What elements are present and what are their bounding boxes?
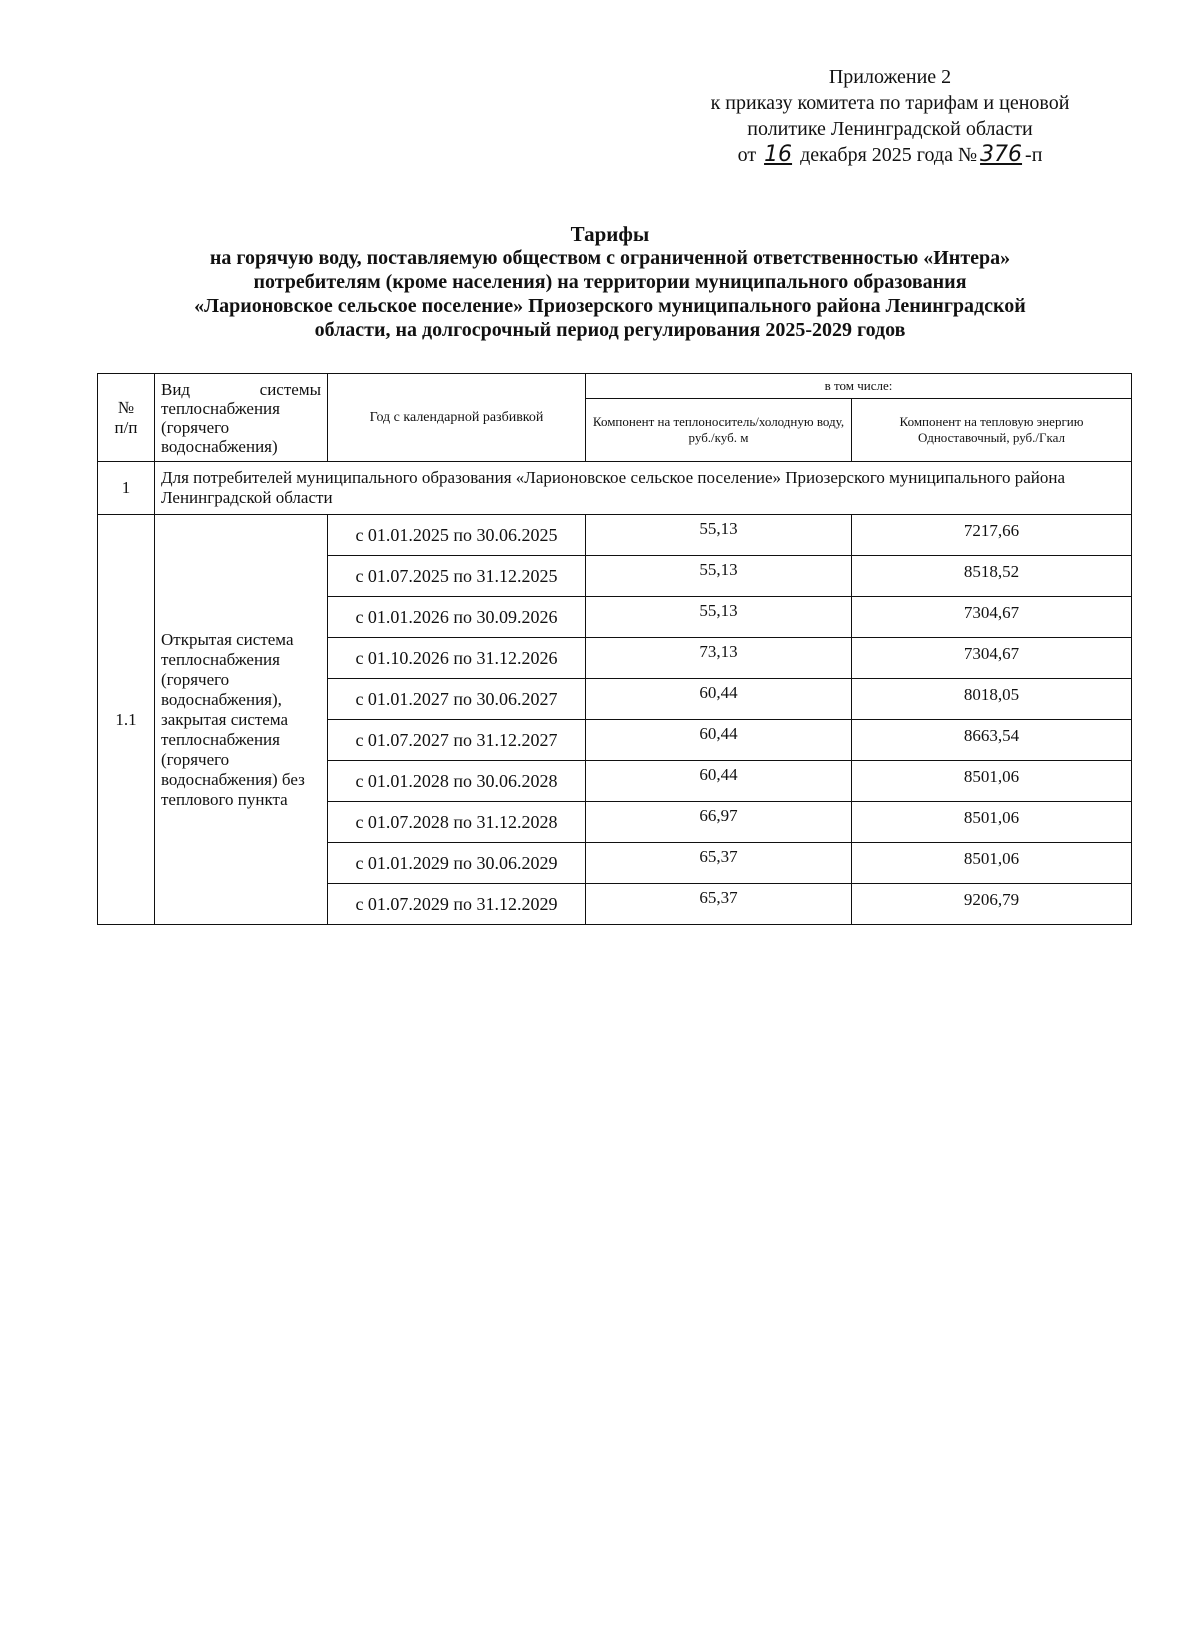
heat-component-cell: 8518,52 [852,556,1132,597]
water-component-cell: 65,37 [586,884,852,925]
heat-component-cell: 8501,06 [852,843,1132,884]
water-component-cell: 55,13 [586,515,852,556]
header-year: Год с календарной разбивкой [328,374,586,462]
period-cell: с 01.07.2025 по 31.12.2025 [328,556,586,597]
annex-order-line: к приказу комитета по тарифам и ценовой [710,92,1070,114]
table-header-row [98,374,1132,399]
annex-number-handwritten: 376 [980,142,1023,167]
heat-component-cell: 7217,66 [852,515,1132,556]
document-subtitle-line-2: потребителям (кроме населения) на территории муниципального образования [253,271,967,293]
annex-committee-line: политике Ленинградской области [747,118,1033,140]
heat-component-cell: 7304,67 [852,597,1132,638]
subsection-number: 1.1 [98,515,155,925]
heat-component-cell: 8018,05 [852,679,1132,720]
table-row [98,515,1132,556]
period-cell: с 01.07.2027 по 31.12.2027 [328,720,586,761]
document-title: Тарифы [570,222,650,246]
annex-day-handwritten: 16 [764,142,793,167]
document-subtitle-line-1: на горячую воду, поставляемую обществом с ограниченной ответственностью «Интера» [209,247,1011,269]
heat-component-cell: 8663,54 [852,720,1132,761]
period-cell: с 01.01.2026 по 30.09.2026 [328,597,586,638]
period-cell: с 01.01.2028 по 30.06.2028 [328,761,586,802]
annex-date-middle: декабря 2025 года № [800,144,978,166]
header-component-heat: Компонент на тепловую энергию Одноставочный, руб./Гкал [852,399,1132,462]
water-component-cell: 55,13 [586,597,852,638]
annex-header [640,64,1140,168]
water-component-cell: 60,44 [586,761,852,802]
annex-title: Приложение 2 [828,66,952,88]
header-num: № п/п [98,374,155,462]
heat-component-cell: 8501,06 [852,761,1132,802]
document-title-block [95,222,1125,342]
water-component-cell: 60,44 [586,679,852,720]
tariff-table [97,373,1132,925]
period-cell: с 01.07.2028 по 31.12.2028 [328,802,586,843]
period-cell: с 01.01.2029 по 30.06.2029 [328,843,586,884]
water-component-cell: 66,97 [586,802,852,843]
water-component-cell: 60,44 [586,720,852,761]
section-description: Для потребителей муниципального образования «Ларионовское сельское поселение» Приозерского муниципального района Ленинградской области [155,462,1132,515]
header-including: в том числе: [586,374,1132,399]
annex-date-prefix: от [737,144,757,166]
heat-component-cell: 8501,06 [852,802,1132,843]
header-system-type: Вид системы теплоснабжения (горячего водоснабжения) [155,374,328,462]
period-cell: с 01.10.2026 по 31.12.2026 [328,638,586,679]
subsection-description: Открытая система теплоснабжения (горячего водоснабжения), закрытая система теплоснабжения (горячего водоснабжения) без теплового пункта [155,515,328,925]
water-component-cell: 73,13 [586,638,852,679]
heat-component-cell: 9206,79 [852,884,1132,925]
water-component-cell: 65,37 [586,843,852,884]
heat-component-cell: 7304,67 [852,638,1132,679]
period-cell: с 01.01.2027 по 30.06.2027 [328,679,586,720]
section-number: 1 [98,462,155,515]
period-cell: с 01.07.2029 по 31.12.2029 [328,884,586,925]
section-row [98,462,1132,515]
period-cell: с 01.01.2025 по 30.06.2025 [328,515,586,556]
water-component-cell: 55,13 [586,556,852,597]
annex-date-line [640,142,1140,168]
document-subtitle-line-4: области, на долгосрочный период регулирования 2025-2029 годов [314,319,906,341]
annex-number-suffix: -п [1025,144,1043,166]
document-subtitle-line-3: «Ларионовское сельское поселение» Приозерского муниципального района Ленинградской [194,295,1026,317]
header-component-water: Компонент на теплоноситель/холодную воду, руб./куб. м [586,399,852,462]
